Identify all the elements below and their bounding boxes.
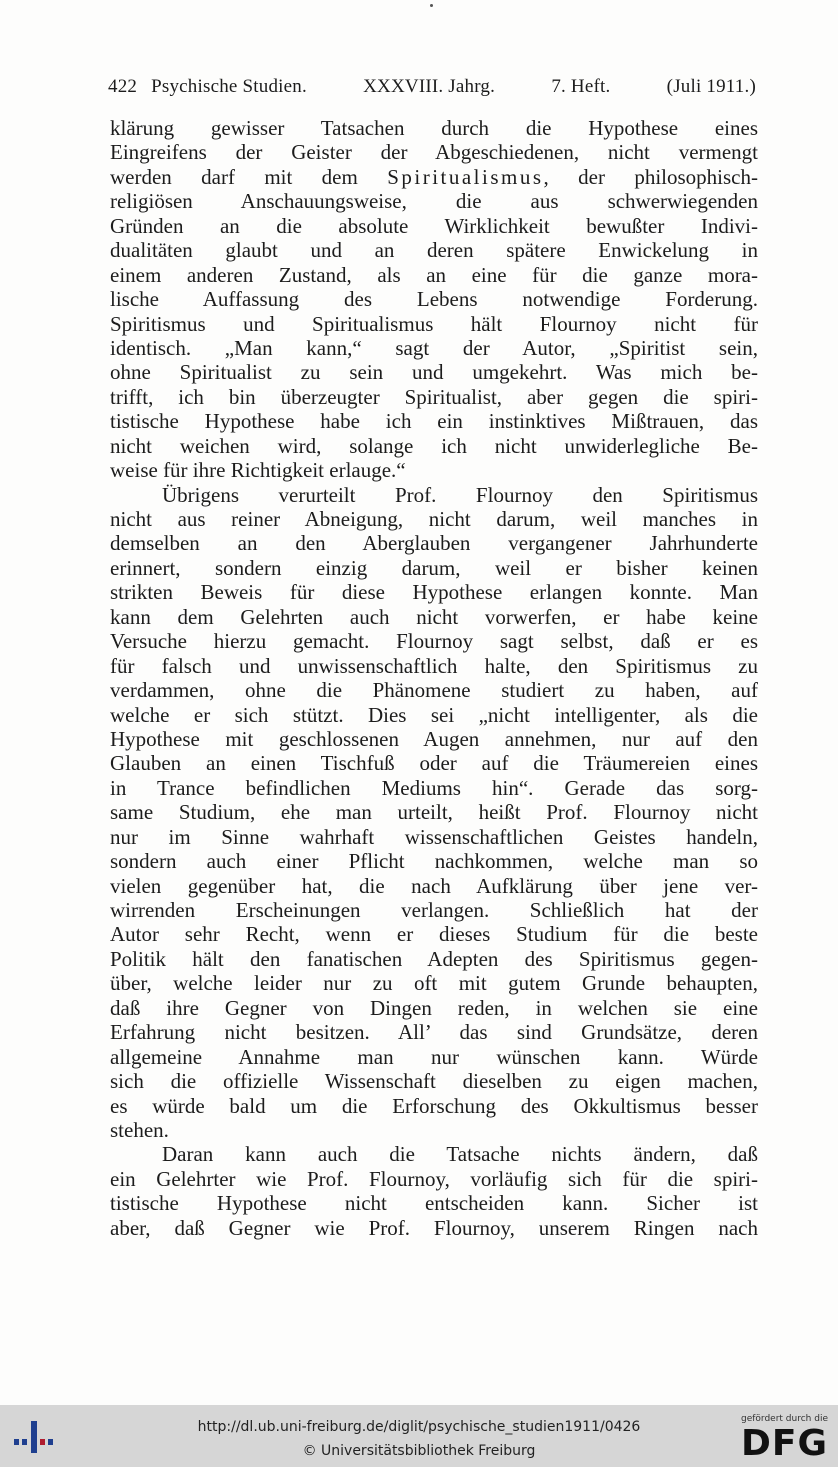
permalink[interactable]: http://dl.ub.uni-freiburg.de/diglit/psychische_studien1911/0426 — [197, 1419, 641, 1435]
body-text — [110, 116, 758, 1240]
text-line: trifft, ich bin überzeugter Spiritualist, aber gegen die spiri- — [110, 384, 758, 409]
text-line: aber, daß Gegner wie Prof. Flournoy, unserem Ringen nach — [110, 1215, 758, 1240]
text-line: lische Auffassung des Lebens notwendige Forderung. — [110, 287, 758, 312]
page-number: 422 — [108, 76, 138, 97]
text-line: nur im Sinne wahrhaft wissenschaftlichen Geistes handeln, — [110, 824, 758, 849]
text-line: sich die offizielle Wissenschaft dieselben zu eigen machen, — [110, 1069, 758, 1094]
text-line: Gründen an die absolute Wirklichkeit bewußter Indivi- — [110, 213, 758, 238]
text-line: welche er sich stützt. Dies sei „nicht intelligenter, als die — [110, 702, 758, 727]
text-fragment: werden darf mit dem — [110, 164, 388, 189]
text-line: Politik hält den fanatischen Adepten des Spiritismus gegen- — [110, 946, 758, 971]
text-line: identisch. „Man kann,“ sagt der Autor, „Spiritist sein, — [110, 335, 758, 360]
spaced-emphasis: Spiritualismus — [387, 164, 544, 189]
text-line: nicht aus reiner Abneigung, nicht darum, weil manches in — [110, 507, 758, 531]
issue-date: (Juli 1911.) — [666, 76, 756, 97]
text-line: für falsch und unwissenschaftlich halte, den Spiritismus zu — [110, 653, 758, 678]
text-line: Glauben an einen Tischfuß oder auf die Träumereien eines — [110, 751, 758, 776]
text-line: in Trance befindlichen Mediums hin“. Gerade das sorg- — [110, 775, 758, 800]
journal-title: Psychische Studien. — [151, 76, 307, 97]
text-line: strikten Beweis für diese Hypothese erlangen konnte. Man — [110, 580, 758, 605]
text-line: erinnert, sondern einzig darum, weil er bisher keinen — [110, 555, 758, 580]
text-line: stehen. — [110, 1117, 169, 1142]
text-fragment: , der philosophisch- — [543, 164, 758, 189]
text-line: same Studium, ehe man urteilt, heißt Prof. Flournoy nicht — [110, 800, 758, 825]
text-line: Eingreifens der Geister der Abgeschiedenen, nicht vermengt — [110, 140, 758, 165]
text-line: dualitäten glaubt und an deren spätere Enwickelung in — [110, 238, 758, 263]
text-line: Autor sehr Recht, wenn er dieses Studium für die beste — [110, 922, 758, 947]
text-line: Daran kann auch die Tatsache nichts ändern, daß — [162, 1142, 758, 1167]
dfg-logo: DFG — [740, 1423, 828, 1464]
text-line: allgemeine Annahme man nur wünschen kann. Würde — [110, 1044, 758, 1069]
issue: 7. Heft. — [551, 76, 611, 97]
scan-speck — [430, 4, 433, 7]
text-line: über, welche leider nur zu oft mit gutem Grunde behaupten, — [110, 971, 758, 996]
text-line: religiösen Anschauungsweise, die aus schwerwiegenden — [110, 189, 758, 214]
text-line — [110, 165, 758, 189]
running-head — [108, 76, 756, 98]
text-line: Spiritismus und Spiritualismus hält Flournoy nicht für — [110, 311, 758, 336]
text-line: daß ihre Gegner von Dingen reden, in welchen sie eine — [110, 995, 758, 1020]
text-line: verdammen, ohne die Phänomene studiert zu haben, auf — [110, 678, 758, 703]
text-line: es würde bald um die Erforschung des Okkultismus besser — [110, 1093, 758, 1118]
text-line: Erfahrung nicht besitzen. All’ das sind Grundsätze, deren — [110, 1020, 758, 1045]
text-line: Hypothese mit geschlossenen Augen annehmen, nur auf den — [110, 726, 758, 751]
copyright-notice: © Universitätsbibliothek Freiburg — [302, 1443, 536, 1459]
text-line: wirrenden Erscheinungen verlangen. Schließlich hat der — [110, 898, 758, 922]
text-line: nicht weichen wird, solange ich nicht unwiderlegliche Be- — [110, 433, 758, 458]
text-line: Versuche hierzu gemacht. Flournoy sagt selbst, daß er es — [110, 629, 758, 654]
sponsor-caption: gefördert durch die — [741, 1414, 828, 1424]
text-line: Übrigens verurteilt Prof. Flournoy den Spiritismus — [162, 482, 758, 507]
footer-bar — [0, 1405, 838, 1467]
text-line: vielen gegenüber hat, die nach Aufklärung über jene ver- — [110, 873, 758, 898]
text-line: tistische Hypothese nicht entscheiden kann. Sicher ist — [110, 1191, 758, 1216]
text-line: tistische Hypothese habe ich ein instinktives Mißtrauen, das — [110, 409, 758, 434]
text-line: einem anderen Zustand, als an eine für die ganze mora- — [110, 262, 758, 287]
text-line: kann dem Gelehrten auch nicht vorwerfen, er habe keine — [110, 604, 758, 629]
text-line: demselben an den Aberglauben vergangener Jahrhunderte — [110, 531, 758, 556]
text-line: weise für ihre Richtigkeit erlauge.“ — [110, 458, 406, 483]
text-line: sondern auch einer Pflicht nachkommen, welche man so — [110, 849, 758, 874]
text-line: ein Gelehrter wie Prof. Flournoy, vorläufig sich für die spiri- — [110, 1166, 758, 1191]
text-line: klärung gewisser Tatsachen durch die Hypothese eines — [110, 116, 758, 140]
volume: XXXVIII. Jahrg. — [363, 76, 496, 97]
text-line: ohne Spiritualist zu sein und umgekehrt. Was mich be- — [110, 360, 758, 385]
